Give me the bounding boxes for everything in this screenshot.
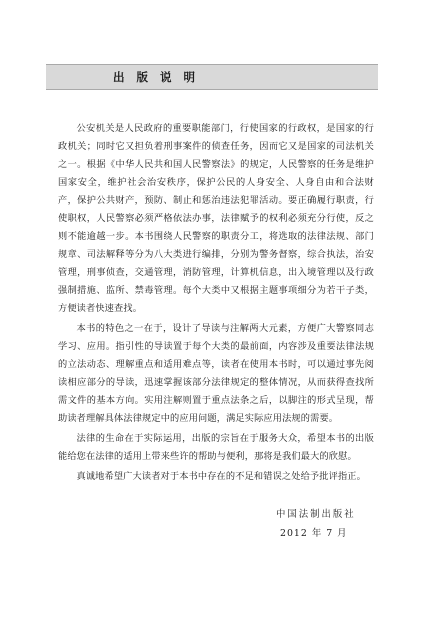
paragraph-intro: 公安机关是人民政府的重要职能部门，行使国家的行政权，是国家的行政机关；同时它又担负着刑事案件的侦查任务，因而它又是国家的司法机关之一。根据《中华人民共和国人民警察法》的规定，人民警察的任务是维护国家安全，维护社会治安秩序，保护公民的人身安全、人身自由和合法财产，保护公共财产，预防、制止和惩治违法犯罪活动。要正确履行职责，行使职权，人民警察必须严格依法办事，法律赋予的权利必须充分行使，反之则不能逾越一步。本书围绕人民警察的职责分工，将选取的法律法规、部门规章、司法解释等分为八大类进行编排，分别为警务督察，综合执法，治安管理，刑事侦查，交通管理，消防管理，计算机信息，出入境管理以及行政强制措施、监所、禁毒管理。每个大类中又根据主题事项细分为若干子类，方便读者快速查找。 — [58, 123, 374, 314]
paragraph-purpose: 法律的生命在于实际运用，出版的宗旨在于服务大众，希望本书的出版能给您在法律的适用上带来些许的帮助与便利，那将是我们最大的欣慰。 — [58, 433, 374, 462]
paragraph-feedback: 真诚地希望广大读者对于本书中存在的不足和错误之处给予批评指正。 — [76, 471, 366, 482]
publication-date: 2012 年 7 月 — [280, 528, 348, 539]
publisher-name: 中国法制出版社 — [276, 509, 356, 520]
section-header-bar — [46, 64, 378, 90]
page-title: 出 版 说 明 — [113, 70, 200, 84]
paragraph-features: 本书的特色之一在于，设计了导读与注解两大元素，方便广大警察同志学习、应用。指引性的导读置于每个大类的最前面，内容涉及重要法律法规的立法动态、理解重点和适用难点等，读者在使用本书时，可以通过事先阅读相应部分的导读，迅速掌握该部分法律规定的整体情况，从而获得查找所需文件的基本方向。实用注解则置于重点法条之后，以脚注的形式呈现，帮助读者理解具体法律规定中的应用问题，满足实际应用法规的需要。 — [58, 323, 374, 424]
document-body — [58, 120, 374, 488]
